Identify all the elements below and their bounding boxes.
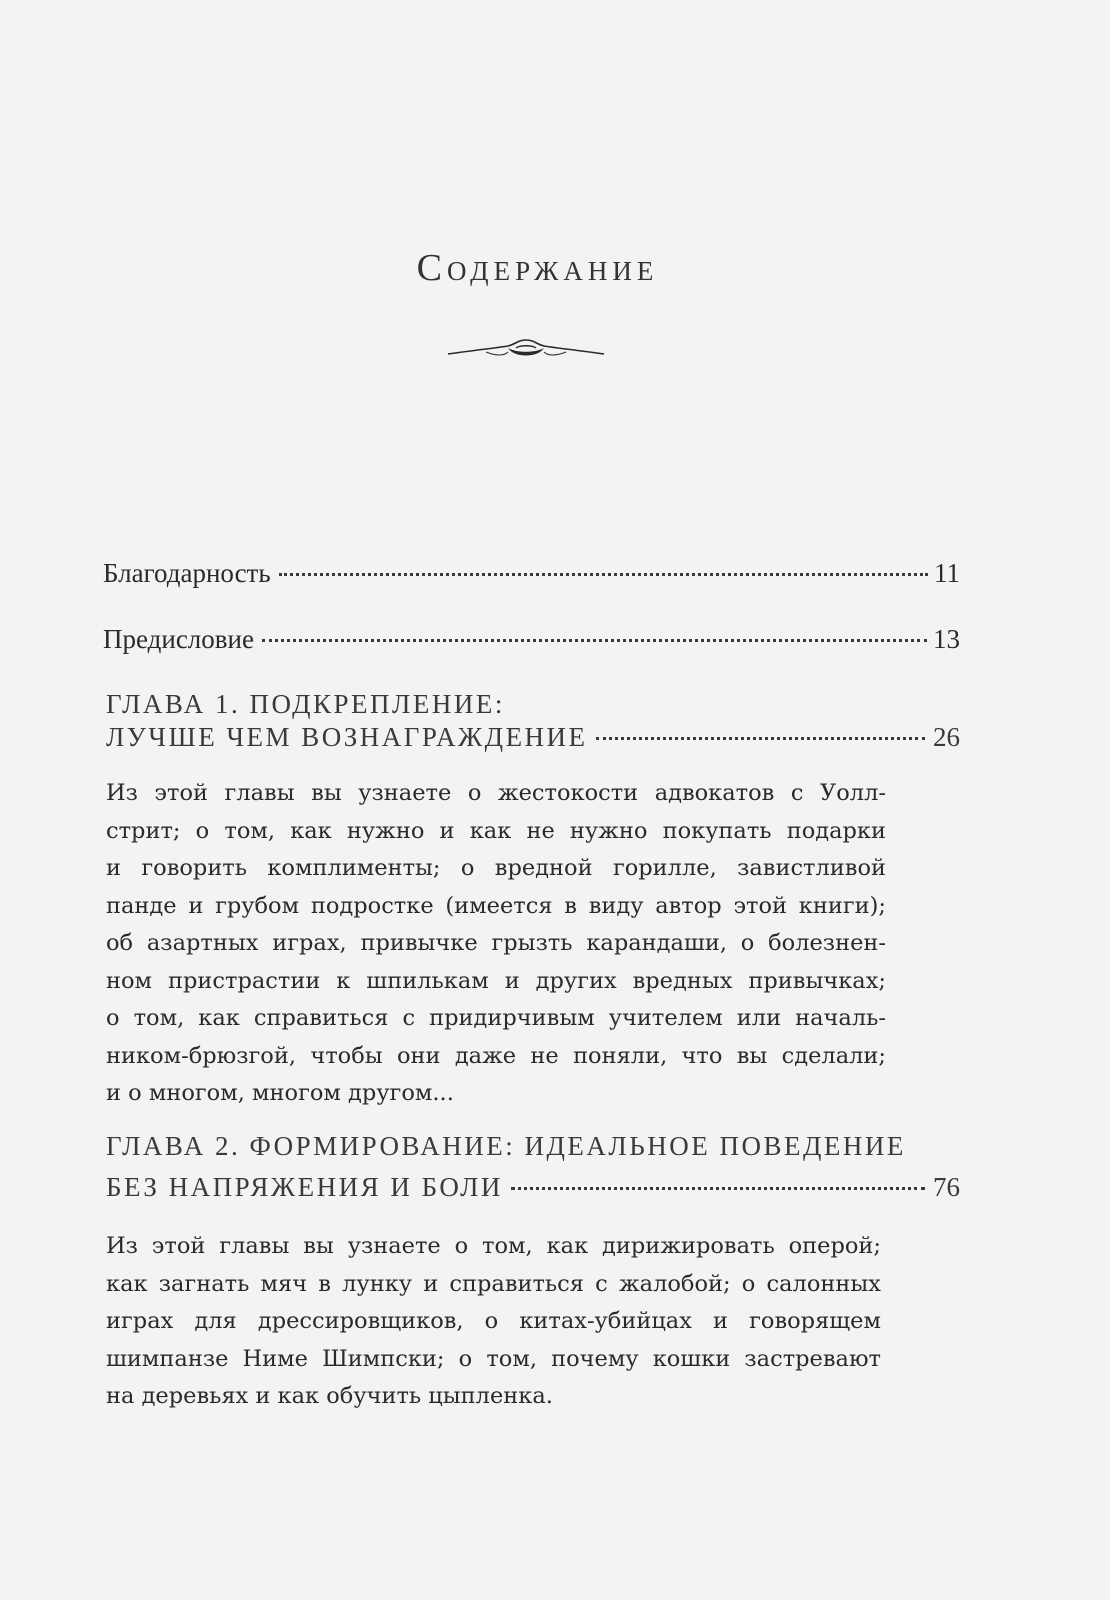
chapter-1-title-line2: ЛУЧШЕ ЧЕМ ВОЗНАГРАЖДЕНИЕ [106,722,588,752]
chapter-1-title-row [106,722,960,753]
description-line: играх для дрессировщиков, о китах-убийцах и говорящем [106,1308,881,1334]
description-line: об азартных играх, привычке грызть карандаши, о болезнен- [106,930,886,956]
description-line: на деревьях и как обучить цыпленка. [106,1383,553,1409]
dot-leader [511,1187,925,1190]
description-line: ном пристрастии к шпилькам и других вредных привычках; [106,967,886,994]
dot-leader [262,639,927,642]
chapter-2-title-line2: БЕЗ НАПРЯЖЕНИЯ И БОЛИ [106,1172,503,1202]
description-line: Из этой главы вы узнаете о жестокости адвокатов с Уолл- [106,780,886,806]
chapter-1-title-line1: ГЛАВА 1. ПОДКРЕПЛЕНИЕ: [106,689,505,719]
description-line: панде и грубом подростке (имеется в виду автор этой книги); [106,892,886,919]
page-title: Содержание [416,247,659,289]
description-line: о том, как справиться с придирчивым учителем или началь- [106,1005,886,1031]
chapter-1-description [106,775,886,1113]
description-line: стрит; о том, как нужно и как не нужно покупать подарки [106,817,886,844]
toc-entry-acknowledgements [103,558,960,589]
entry-label: Благодарность [103,558,271,588]
description-line: Из этой главы вы узнаете о том, как дирижировать оперой; [106,1233,881,1259]
entry-page-number: 11 [934,558,960,588]
chapter-2-title-line1: ГЛАВА 2. ФОРМИРОВАНИЕ: ИДЕАЛЬНОЕ ПОВЕДЕНИЕ [106,1131,906,1161]
chapter-1-page-number: 26 [933,722,960,752]
description-line: и говорить комплименты; о вредной горилле, завистливой [106,855,886,881]
entry-label: Предисловие [103,624,254,654]
chapter-2-page-number: 76 [933,1172,960,1202]
toc-entry-preface [103,624,960,655]
description-line: ником-брюзгой, чтобы они даже не поняли, что вы сделали; [106,1042,886,1069]
description-line: как загнать мяч в лунку и справиться с жалобой; о салонных [106,1270,881,1297]
dot-leader [596,737,925,740]
chapter-2-title-row [106,1172,960,1203]
chapter-2-description [106,1228,881,1416]
description-line: и о многом, многом другом... [106,1080,454,1106]
ornament-divider [446,336,606,366]
entry-page-number: 13 [933,624,960,654]
dot-leader [279,573,928,576]
description-line: шимпанзе Ниме Шимпски; о том, почему кошки застревают [106,1345,881,1372]
